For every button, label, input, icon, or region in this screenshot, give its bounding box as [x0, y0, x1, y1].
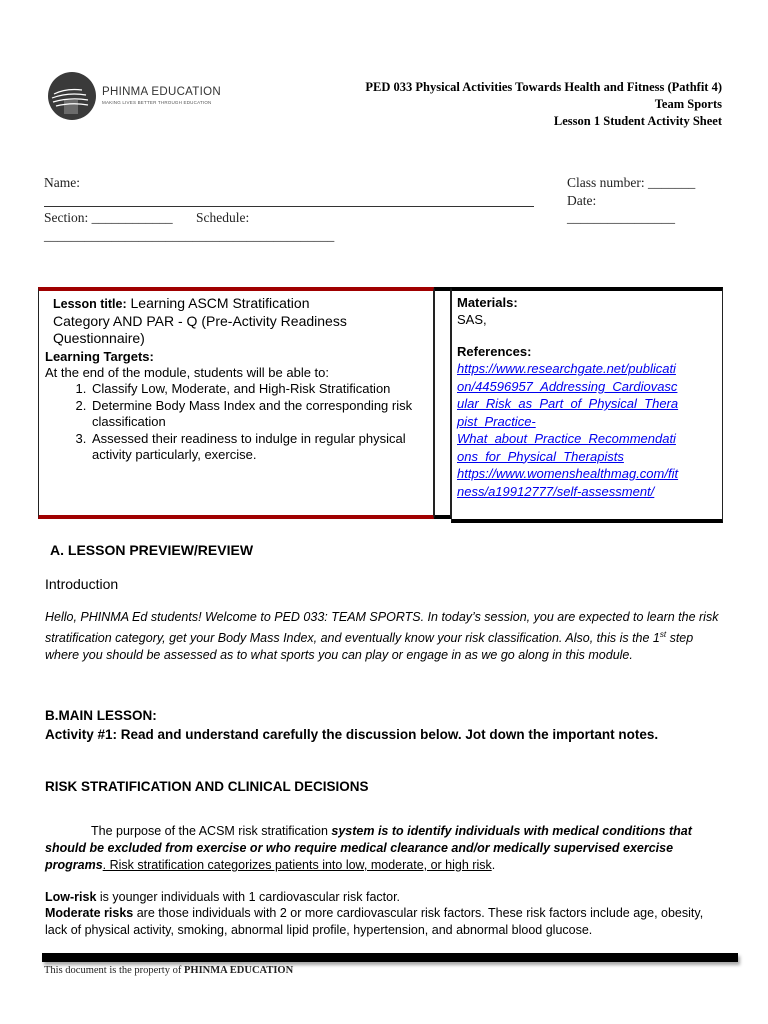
schedule-blank[interactable]: ___________________________________________	[44, 228, 335, 243]
learning-targets-label: Learning Targets:	[45, 349, 154, 364]
moderate-risk-text: are those individuals with 2 or more cardiovascular risk factors. These risk factors include age, obesity, lack of physical activity, smoking, abnormal lipid profile, hypertension, and abnormal blood glucose.	[45, 906, 704, 937]
name-label: Name:	[44, 175, 80, 190]
moderate-risk-paragraph	[45, 905, 721, 939]
reference-link-line[interactable]: https://www.womenshealthmag.com/fit	[457, 466, 679, 481]
footer-prefix: This document is the property of	[44, 965, 184, 976]
purpose-paragraph	[45, 823, 721, 874]
materials-value: SAS,	[457, 312, 487, 327]
reference-link-line[interactable]: pist_Practice-	[457, 413, 536, 429]
reference-link-line[interactable]: on/44596957_Addressing_Cardiovasc	[457, 378, 678, 394]
low-risk-label: Low-risk	[45, 890, 97, 904]
footer-owner: PHINMA EDUCATION	[183, 965, 294, 976]
date-blank[interactable]: ________________	[567, 210, 675, 225]
lesson-title-value-1: Learning ASCM Stratification	[126, 295, 310, 311]
footer-bar	[42, 953, 738, 962]
schedule-label: Schedule:	[196, 210, 250, 225]
intro-superscript: st	[659, 630, 667, 639]
materials-label: Materials:	[457, 295, 518, 310]
low-risk-text: is younger individuals with 1 cardiovascular risk factor.	[96, 890, 401, 904]
section-label: Section: ____________	[44, 210, 173, 225]
target-item: 1. Classify Low, Moderate, and High-Risk Stratification	[90, 381, 430, 398]
risk-stratification-heading: RISK STRATIFICATION AND CLINICAL DECISIONS	[45, 779, 369, 794]
section-a-heading: A. LESSON PREVIEW/REVIEW	[50, 542, 254, 558]
purpose-end: .	[491, 858, 496, 872]
purpose-underlined: . Risk stratification categorizes patients into low, moderate, or high risk	[102, 858, 492, 872]
lesson-title-value-3: Questionnaire)	[53, 330, 145, 346]
learning-targets-intro: At the end of the module, students will be able to:	[45, 365, 330, 380]
references-label: References:	[457, 344, 532, 359]
org-name: PHINMA EDUCATION	[102, 86, 221, 98]
name-line[interactable]	[44, 206, 534, 207]
document-header	[365, 79, 722, 130]
introduction-text	[45, 609, 721, 664]
target-item: 2. Determine Body Mass Index and the corresponding risk classification	[90, 398, 430, 431]
lesson-info-box	[38, 287, 434, 519]
date-label: Date:	[567, 193, 597, 208]
learning-targets-list	[45, 381, 430, 464]
reference-link-line[interactable]: What_about_Practice_Recommendati	[457, 431, 676, 446]
introduction-label: Introduction	[45, 576, 119, 592]
lesson-title-value-2: Category AND PAR - Q (Pre-Activity Readiness	[53, 313, 347, 329]
intro-text-part: step where you should be assessed as to what sports you can play or engage in as we go along in this module.	[45, 631, 694, 663]
reference-link-line[interactable]: https://www.researchgate.net/publicati	[457, 361, 676, 376]
lesson-title-label: Lesson title:	[53, 297, 127, 311]
course-title: PED 033 Physical Activities Towards Health and Fitness (Pathfit 4)	[365, 80, 722, 94]
low-risk-paragraph	[45, 889, 721, 906]
purpose-text: The purpose of the ACSM risk stratification	[91, 824, 332, 838]
reference-link-line[interactable]: ness/a19912777/self-assessment/	[457, 483, 655, 499]
reference-link-line[interactable]: ons_for_Physical_Therapists	[457, 448, 624, 464]
footer-text	[44, 965, 293, 976]
target-item: 3. Assessed their readiness to indulge in regular physical activity particularly, exercise.	[90, 431, 430, 464]
phinma-globe-icon	[46, 70, 102, 122]
org-tagline: MAKING LIVES BETTER THROUGH EDUCATION	[102, 100, 212, 105]
lesson-title	[53, 295, 423, 347]
materials-box	[451, 287, 723, 523]
reference-link-researchgate[interactable]	[457, 360, 719, 500]
activity-instruction: Activity #1: Read and understand carefully the discussion below. Jot down the important notes.	[45, 727, 659, 742]
topic-title: Team Sports	[654, 97, 722, 111]
purpose-emphasis: system is to identify individuals with medical conditions that should be excluded from exercise or who require medical clearance and/or medically supervised exercise programs	[45, 824, 692, 872]
section-b-heading: B.MAIN LESSON:	[45, 708, 157, 723]
moderate-risk-label: Moderate risks	[45, 906, 134, 920]
sheet-title: Lesson 1 Student Activity Sheet	[553, 114, 722, 128]
reference-link-line[interactable]: ular_Risk_as_Part_of_Physical_Thera	[457, 396, 679, 411]
box-divider	[434, 287, 451, 519]
intro-text-part: Hello, PHINMA Ed students! Welcome to PED 033: TEAM SPORTS. In today’s session, you are expected to learn the risk stratification category, get your Body Mass Index, and eventually know your risk classification. Also, this is the 1	[45, 610, 719, 646]
class-number-label: Class number: _______	[567, 175, 696, 190]
